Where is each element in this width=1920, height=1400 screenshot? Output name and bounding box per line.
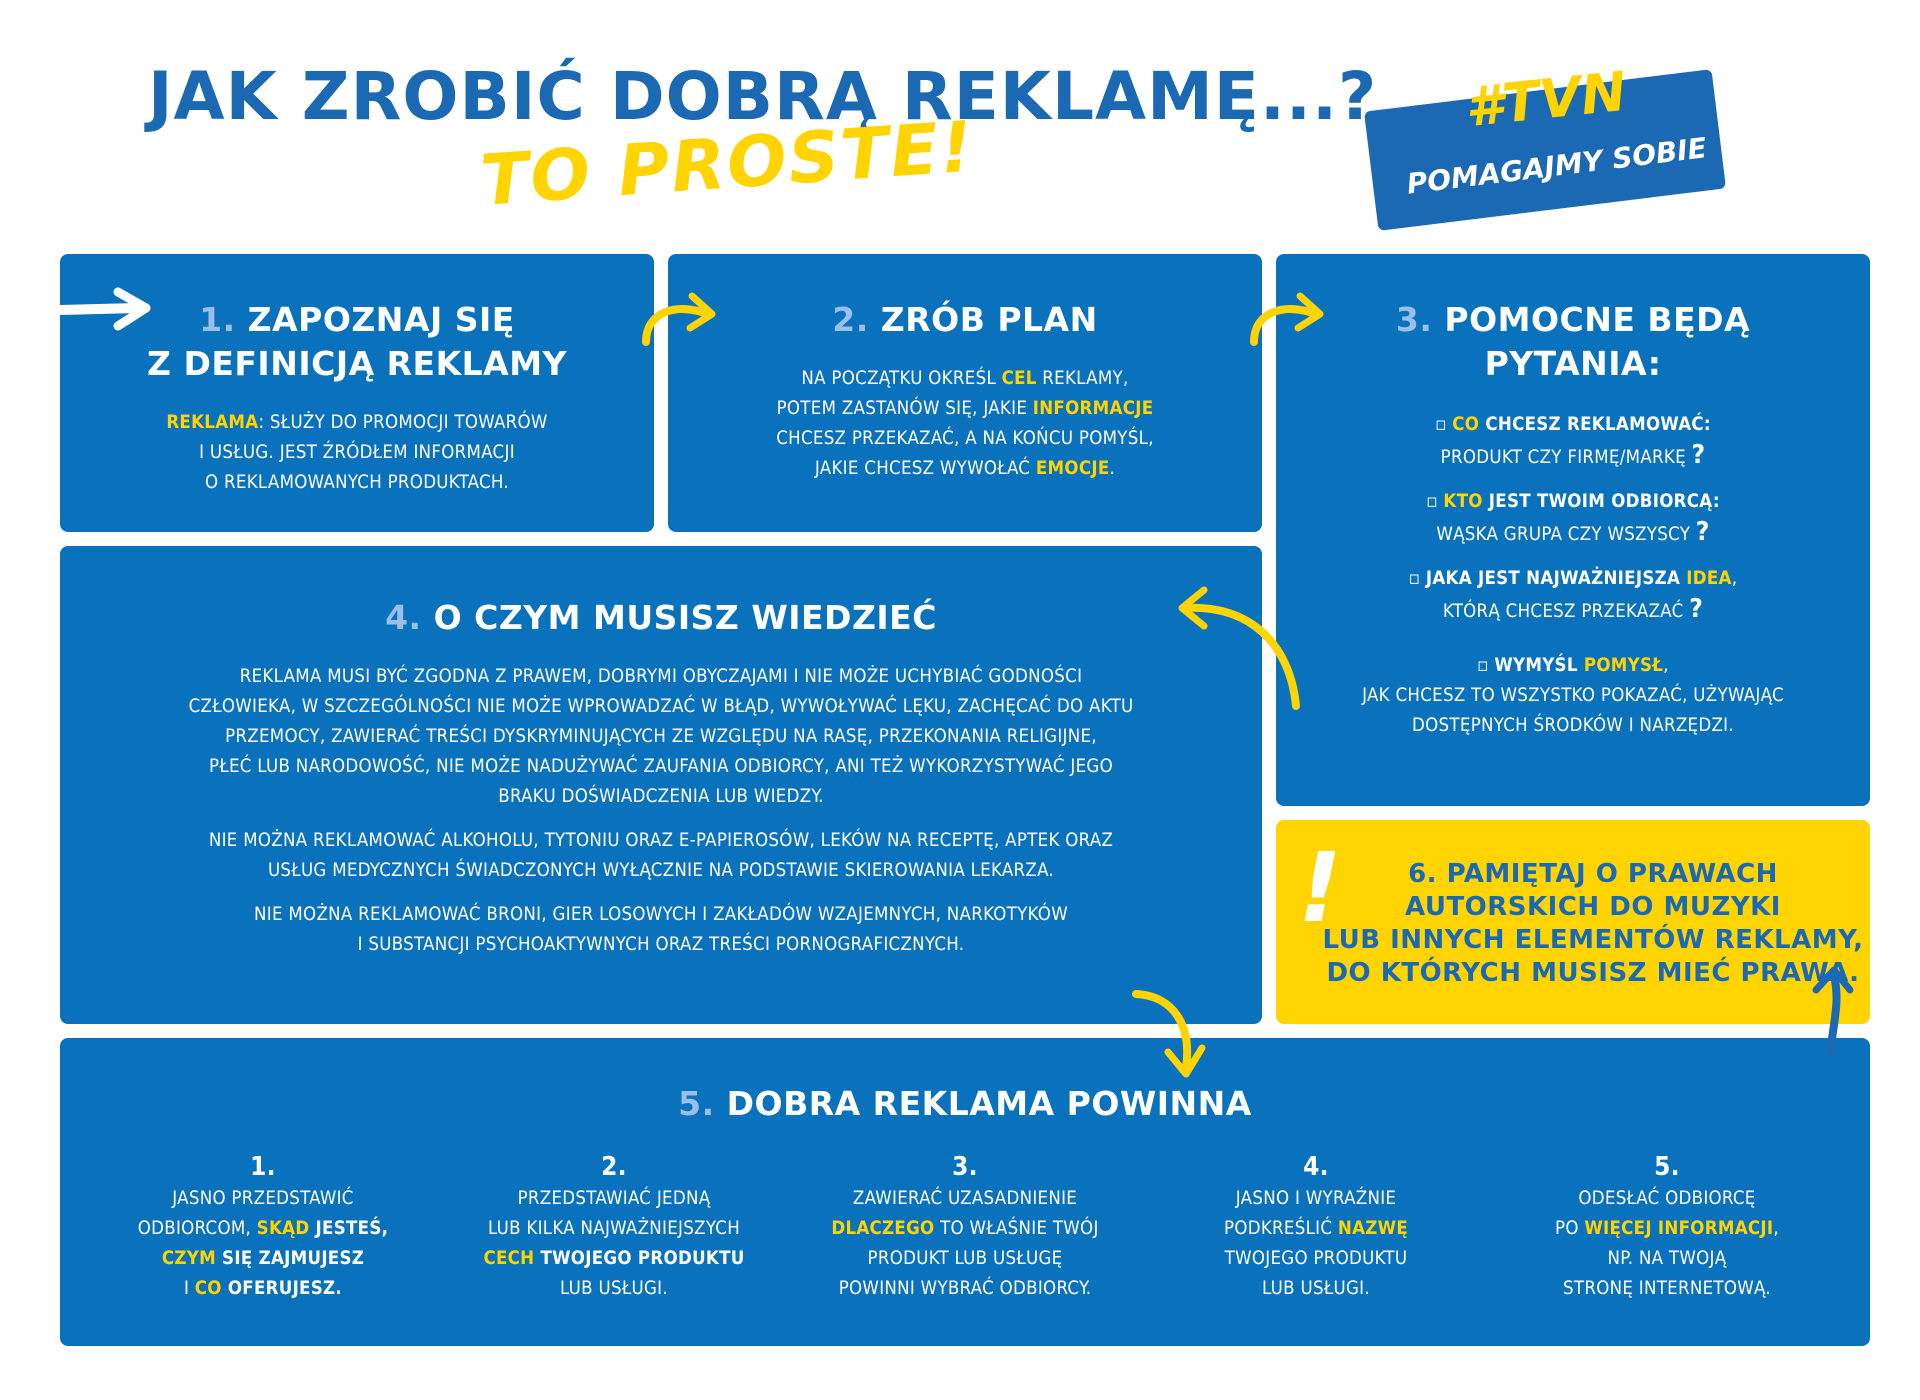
step-2-text: NA POCZĄTKU OKREŚL CEL REKLAMY, POTEM ZASTANÓW SIĘ, JAKIE INFORMACJE CHCESZ PRZEKAZAĆ, A NA KOŃCU POMYŚL, JAKIE CHCESZ WYWOŁAĆ EMOCJE. <box>776 368 1154 479</box>
badge-hashtag: #TVN <box>1462 59 1630 140</box>
step-6-card <box>1276 820 1870 1024</box>
step-5-item-5: 5. ODESŁAĆ ODBIORCĘ PO WIĘCEJ INFORMACJI, NP. NA TWOJĄ STRONĘ INTERNETOWĄ. <box>1554 1152 1779 1299</box>
curved-arrow-4-5-icon <box>1124 986 1214 1086</box>
question-4: ▫ WYMYŚL POMYSŁ, JAK CHCESZ TO WSZYSTKO POKAZAĆ, UŻYWAJĄC DOSTĘPNYCH ŚRODKÓW I NARZĘDZI. <box>1362 655 1784 736</box>
step-4-title: 4. O CZYM MUSISZ WIEDZIEĆ <box>385 598 937 637</box>
step-5-card <box>60 1038 1870 1346</box>
step-4-card <box>60 546 1262 1024</box>
page-title: JAK ZROBIĆ DOBRĄ REKLAMĘ...? <box>148 58 1378 135</box>
step-2-card <box>668 254 1262 532</box>
step-1-title: 1. ZAPOZNAJ SIĘ Z DEFINICJĄ REKLAMY <box>147 300 567 383</box>
question-3: ▫ JAKA JEST NAJWAŻNIEJSZA IDEA, KTÓRĄ CHCESZ PRZEKAZAĆ ? <box>1408 568 1738 624</box>
step-4-paragraph-3: NIE MOŻNA REKLAMOWAĆ BRONI, GIER LOSOWYCH I ZAKŁADÓW WZAJEMNYCH, NARKOTYKÓW I SUBSTANCJI PSYCHOAKTYWNYCH ORAZ TREŚCI PORNOGRAFICZNYCH. <box>254 904 1068 955</box>
step-5-item-3: 3. ZAWIERAĆ UZASADNIENIE DLACZEGO TO WŁAŚNIE TWÓJ PRODUKT LUB USŁUGĘ POWINNI WYBRAĆ ODBIORCY. <box>831 1152 1099 1299</box>
step-4-paragraph-1: REKLAMA MUSI BYĆ ZGODNA Z PRAWEM, DOBRYMI OBYCZAJAMI I NIE MOŻE UCHYBIAĆ GODNOŚCI CZŁOWIEKA, W SZCZEGÓLNOŚCI NIE MOŻE WPROWADZAĆ W BŁĄD, WYWOŁYWAĆ LĘKU, ZACHĘCAĆ DO AKTU PRZEMOCY, ZAWIERAĆ TREŚCI DYSKRYMINUJĄCYCH ZE WZGLĘDU NA RASĘ, PRZEKONANIA RELIGIJNE, PŁEĆ LUB NARODOWOŚĆ, NIE MOŻE NADUŻYWAĆ ZAUFANIA ODBIORCY, ANI TEŻ WYKORZYSTYWAĆ JEGO BRAKU DOŚWIADCZENIA LUB WIEDZY. <box>188 666 1134 807</box>
page-subtitle: TO PROSTE! <box>478 105 977 222</box>
step-2-title: 2. ZRÓB PLAN <box>832 300 1098 339</box>
step-5-item-4: 4. JASNO I WYRAŹNIE PODKREŚLIĆ NAZWĘ TWOJEGO PRODUKTU LUB USŁUGI. <box>1223 1152 1409 1299</box>
curved-arrow-1-2-icon <box>636 282 726 352</box>
curved-arrow-3-4-icon <box>1160 584 1310 714</box>
step-6-text: 6. PAMIĘTAJ O PRAWACH AUTORSKICH DO MUZYKI LUB INNYCH ELEMENTÓW REKLAMY, DO KTÓRYCH MUSISZ MIEĆ PRAWA. <box>1322 859 1864 988</box>
badge-slogan: POMAGAJMY SOBIE <box>1405 131 1709 201</box>
question-mark-icon: ? <box>1695 517 1710 547</box>
start-arrow-icon <box>56 284 156 334</box>
step-5-item-2: 2. PRZEDSTAWIAĆ JEDNĄ LUB KILKA NAJWAŻNIEJSZYCH CECH TWOJEGO PRODUKTU LUB USŁUGI. <box>483 1152 745 1299</box>
tvn-badge <box>1360 58 1750 228</box>
question-mark-icon: ? <box>1691 440 1706 470</box>
exclamation-icon: ! <box>1298 832 1342 944</box>
step-5-columns <box>60 1150 1870 1304</box>
curved-arrow-5-6-icon <box>1800 960 1860 1060</box>
step-5-item-1: 1. JASNO PRZEDSTAWIĆ ODBIORCOM, SKĄD JESTEŚ, CZYM SIĘ ZAJMUJESZ I CO OFERUJESZ. <box>137 1152 389 1299</box>
step-1-text: REKLAMA: SŁUŻY DO PROMOCJI TOWARÓW I USŁUG. JEST ŹRÓDŁEM INFORMACJI O REKLAMOWANYCH PRODUKTACH. <box>166 412 548 493</box>
question-2: ▫ KTO JEST TWOIM ODBIORCĄ: WĄSKA GRUPA CZY WSZYSCY ? <box>1426 491 1720 547</box>
step-5-title: 5. DOBRA REKLAMA POWINNA <box>678 1084 1252 1123</box>
question-1: ▫ CO CHCESZ REKLAMOWAĆ: PRODUKT CZY FIRMĘ/MARKĘ ? <box>1435 414 1711 470</box>
curved-arrow-2-3-icon <box>1244 282 1334 352</box>
step-4-paragraph-2: NIE MOŻNA REKLAMOWAĆ ALKOHOLU, TYTONIU ORAZ E-PAPIEROSÓW, LEKÓW NA RECEPTĘ, APTEK ORAZ USŁUG MEDYCZNYCH ŚWIADCZONYCH WYŁĄCZNIE NA PODSTAWIE SKIEROWANIA LEKARZA. <box>208 830 1114 881</box>
step-3-title: 3. POMOCNE BĘDĄ PYTANIA: <box>1395 300 1751 383</box>
step-3-card <box>1276 254 1870 806</box>
question-mark-icon: ? <box>1689 594 1704 624</box>
